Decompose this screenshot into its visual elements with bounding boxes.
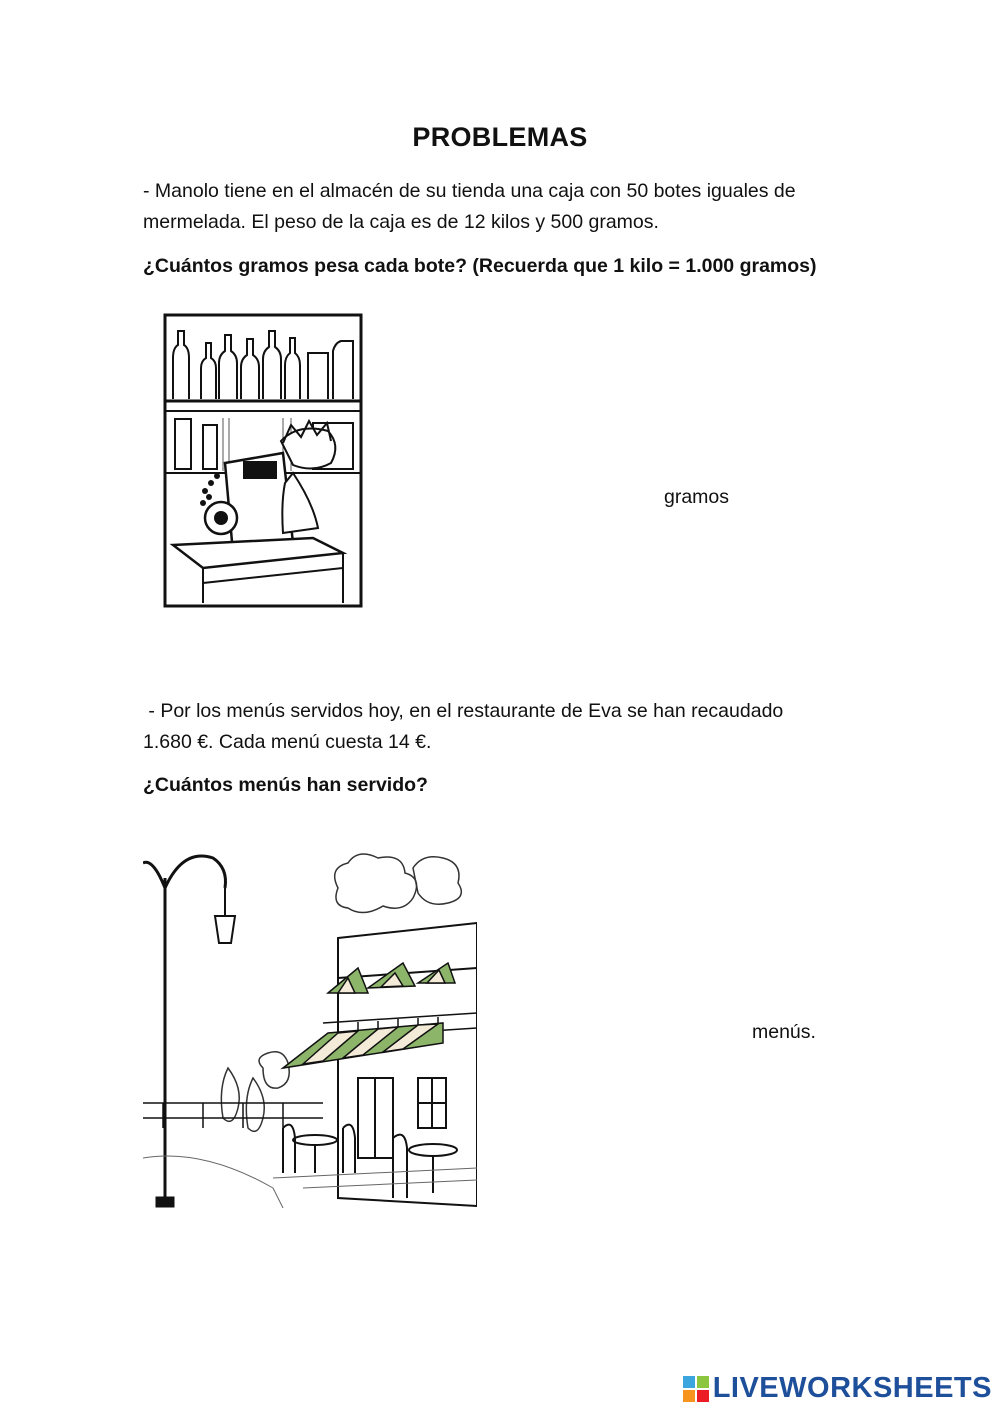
problem-2-text [143,696,858,758]
liveworksheets-logo-text: LIVEWORKSHEETS [712,1372,992,1404]
problem-1-text [143,176,858,238]
problem-2-answer-input[interactable] [595,1018,749,1050]
problem-1-line-2: mermelada. El peso de la caja es de 12 kilos y 500 gramos. [143,211,659,233]
problem-1-line-1: - Manolo tiene en el almacén de su tienda una caja con 50 botes iguales de [143,180,796,202]
cash-register-illustration [163,313,363,613]
problem-1-answer-input[interactable] [505,483,659,515]
problem-2-line-2: 1.680 €. Cada menú cuesta 14 €. [143,731,432,753]
liveworksheets-logo [683,1372,992,1405]
liveworksheets-logo-icon [683,1376,709,1402]
problem-2-line-1: - Por los menús servidos hoy, en el restaurante de Eva se han recaudado [143,700,784,722]
problem-1-question: ¿Cuántos gramos pesa cada bote? (Recuerda que 1 kilo = 1.000 gramos) [143,255,817,277]
problem-2-unit-label: menús. [752,1021,816,1043]
street-cafe-illustration [143,828,477,1213]
problem-2-question: ¿Cuántos menús han servido? [143,774,428,796]
worksheet-title: PROBLEMAS [412,122,588,152]
problem-1-unit-label: gramos [664,486,730,508]
